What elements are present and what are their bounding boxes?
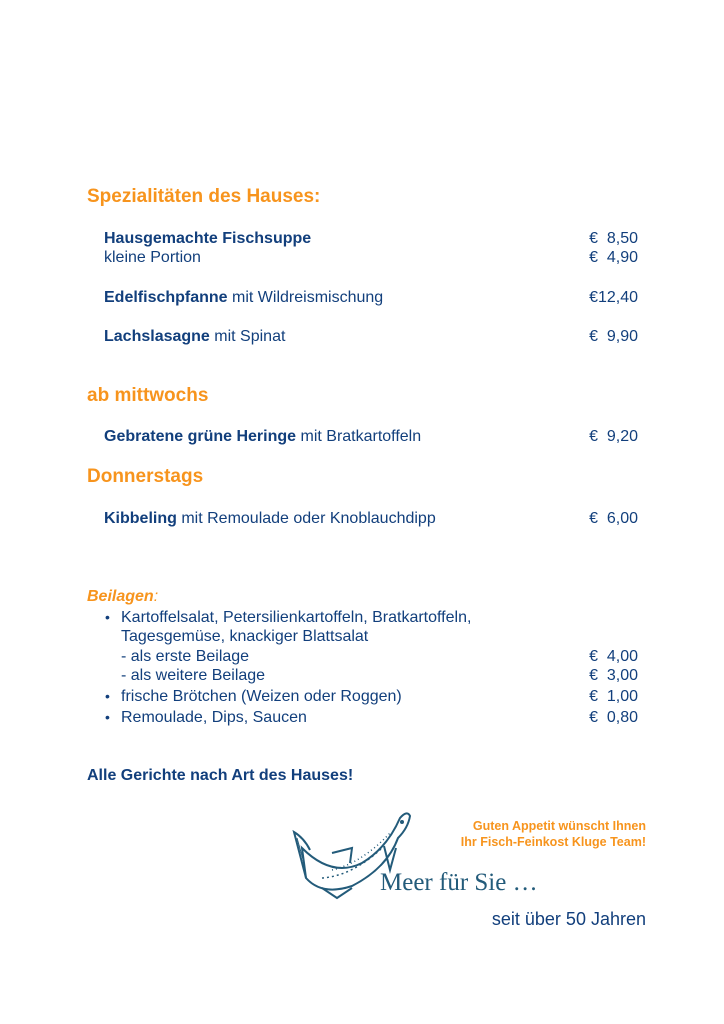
item-name: Hausgemachte Fischsuppe (104, 230, 312, 247)
thursday-heading: Donnerstags (87, 466, 204, 487)
menu-item (104, 288, 383, 307)
side-dish-text: - als erste Beilage (121, 648, 250, 665)
item-desc: mit Wildreismischung (227, 289, 384, 306)
since-text: seit über 50 Jahren (491, 909, 646, 929)
item-price: € 6,00 (589, 510, 638, 527)
bullet-icon: • (105, 609, 110, 625)
item-desc: kleine Portion (104, 249, 201, 266)
menu-item (104, 327, 285, 346)
side-dish-text: frische Brötchen (Weizen oder Roggen) (121, 688, 402, 705)
side-dish-text: Tagesgemüse, knackiger Blattsalat (121, 628, 369, 645)
side-dish-text: Kartoffelsalat, Petersilienkartoffeln, Bratkartoffeln, (121, 609, 472, 626)
side-dish-text: Remoulade, Dips, Saucen (121, 709, 307, 726)
side-dish-price: € 1,00 (589, 688, 638, 705)
item-desc: mit Remoulade oder Knoblauchdipp (176, 510, 436, 527)
side-dish-price: € 4,00 (589, 648, 638, 665)
sides-heading-text: Beilagen (87, 588, 154, 605)
item-name: Edelfischpfanne (104, 289, 228, 306)
greeting-line: Ihr Fisch-Feinkost Kluge Team! (460, 835, 646, 849)
item-price: € 4,90 (589, 249, 638, 266)
menu-item (104, 427, 421, 446)
side-dish-price: € 0,80 (589, 709, 638, 726)
bullet-icon: • (105, 688, 110, 704)
wednesday-heading: ab mittwochs (87, 385, 209, 406)
item-price: € 8,50 (589, 230, 638, 247)
sides-colon: : (153, 588, 159, 605)
sides-heading (87, 587, 158, 606)
specials-heading: Spezialitäten des Hauses: (87, 186, 321, 207)
item-name: Kibbeling (104, 510, 177, 527)
item-price: € 9,20 (589, 428, 638, 445)
footer-note: Alle Gerichte nach Art des Hauses! (87, 767, 354, 784)
menu-item (104, 509, 436, 528)
item-desc: mit Bratkartoffeln (296, 428, 422, 445)
menu-item (104, 229, 311, 248)
item-price: € 9,90 (589, 328, 638, 345)
side-dish-text: - als weitere Beilage (121, 667, 266, 684)
side-dish-price: € 3,00 (589, 667, 638, 684)
item-name: Gebratene grüne Heringe (104, 428, 297, 445)
bullet-icon: • (105, 709, 110, 725)
logo-slogan: Meer für Sie … (380, 869, 538, 896)
item-price: €12,40 (589, 289, 638, 306)
item-desc: mit Spinat (209, 328, 286, 345)
item-name: Lachslasagne (104, 328, 210, 345)
greeting-line: Guten Appetit wünscht Ihnen (472, 819, 646, 833)
